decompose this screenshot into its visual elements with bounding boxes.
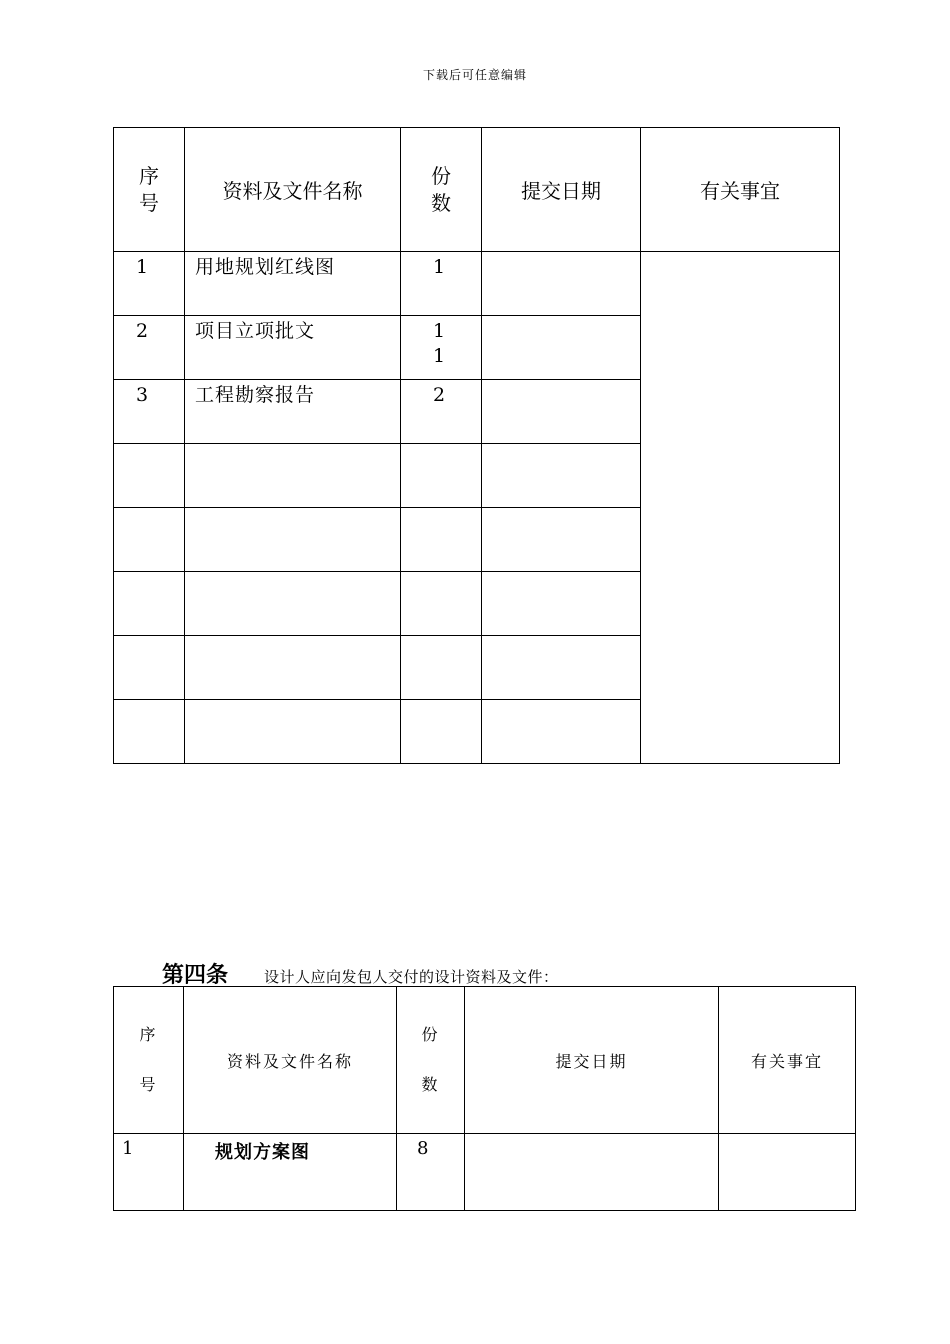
header-seq: 序 号 <box>114 128 185 252</box>
header-name: 资料及文件名称 <box>184 987 397 1134</box>
row-count: 1 <box>401 252 482 316</box>
row-name: 用地规划红线图 <box>185 252 401 316</box>
designer-deliverables-table <box>113 986 856 1211</box>
header-remarks: 有关事宜 <box>641 128 840 252</box>
row-count: 8 <box>397 1134 465 1211</box>
row-count <box>401 508 482 572</box>
row-count <box>401 636 482 700</box>
row-count <box>401 572 482 636</box>
row-name: 项目立项批文 <box>185 316 401 380</box>
row-count: 2 <box>401 380 482 444</box>
row-remarks <box>719 1134 856 1211</box>
row-date <box>482 700 641 764</box>
client-documents-table <box>113 127 840 764</box>
row-seq <box>114 572 185 636</box>
row-date <box>482 572 641 636</box>
row-date <box>482 380 641 444</box>
header-date: 提交日期 <box>482 128 641 252</box>
row-seq: 2 <box>114 316 185 380</box>
row-name <box>185 636 401 700</box>
row-seq: 1 <box>114 1134 184 1211</box>
table-header-row <box>114 987 856 1134</box>
header-count: 份 数 <box>401 128 482 252</box>
row-seq <box>114 636 185 700</box>
row-name: 工程勘察报告 <box>185 380 401 444</box>
row-name <box>185 444 401 508</box>
header-seq: 序 号 <box>114 987 184 1134</box>
row-date <box>482 636 641 700</box>
row-date <box>482 252 641 316</box>
section-label: 第四条 <box>162 962 229 988</box>
table-row <box>114 252 840 316</box>
row-seq <box>114 508 185 572</box>
row-name <box>185 508 401 572</box>
row-count <box>401 700 482 764</box>
row-date <box>465 1134 719 1211</box>
header-name: 资料及文件名称 <box>185 128 401 252</box>
row-seq <box>114 700 185 764</box>
header-note: 下载后可任意编辑 <box>422 68 527 82</box>
section-heading <box>162 958 559 989</box>
row-count: 1 1 <box>401 316 482 380</box>
row-date <box>482 316 641 380</box>
header-count: 份 数 <box>397 987 465 1134</box>
row-name: 规划方案图 <box>184 1134 397 1211</box>
row-seq <box>114 444 185 508</box>
table-row <box>114 1134 856 1211</box>
row-date <box>482 508 641 572</box>
row-count <box>401 444 482 508</box>
section-text: 设计人应向发包人交付的设计资料及文件： <box>264 968 559 986</box>
row-name <box>185 700 401 764</box>
row-seq: 1 <box>114 252 185 316</box>
header-date: 提交日期 <box>465 987 719 1134</box>
row-date <box>482 444 641 508</box>
remarks-merged-cell <box>641 252 840 764</box>
row-name <box>185 572 401 636</box>
table-header-row <box>114 128 840 252</box>
row-seq: 3 <box>114 380 185 444</box>
header-remarks: 有关事宜 <box>719 987 856 1134</box>
